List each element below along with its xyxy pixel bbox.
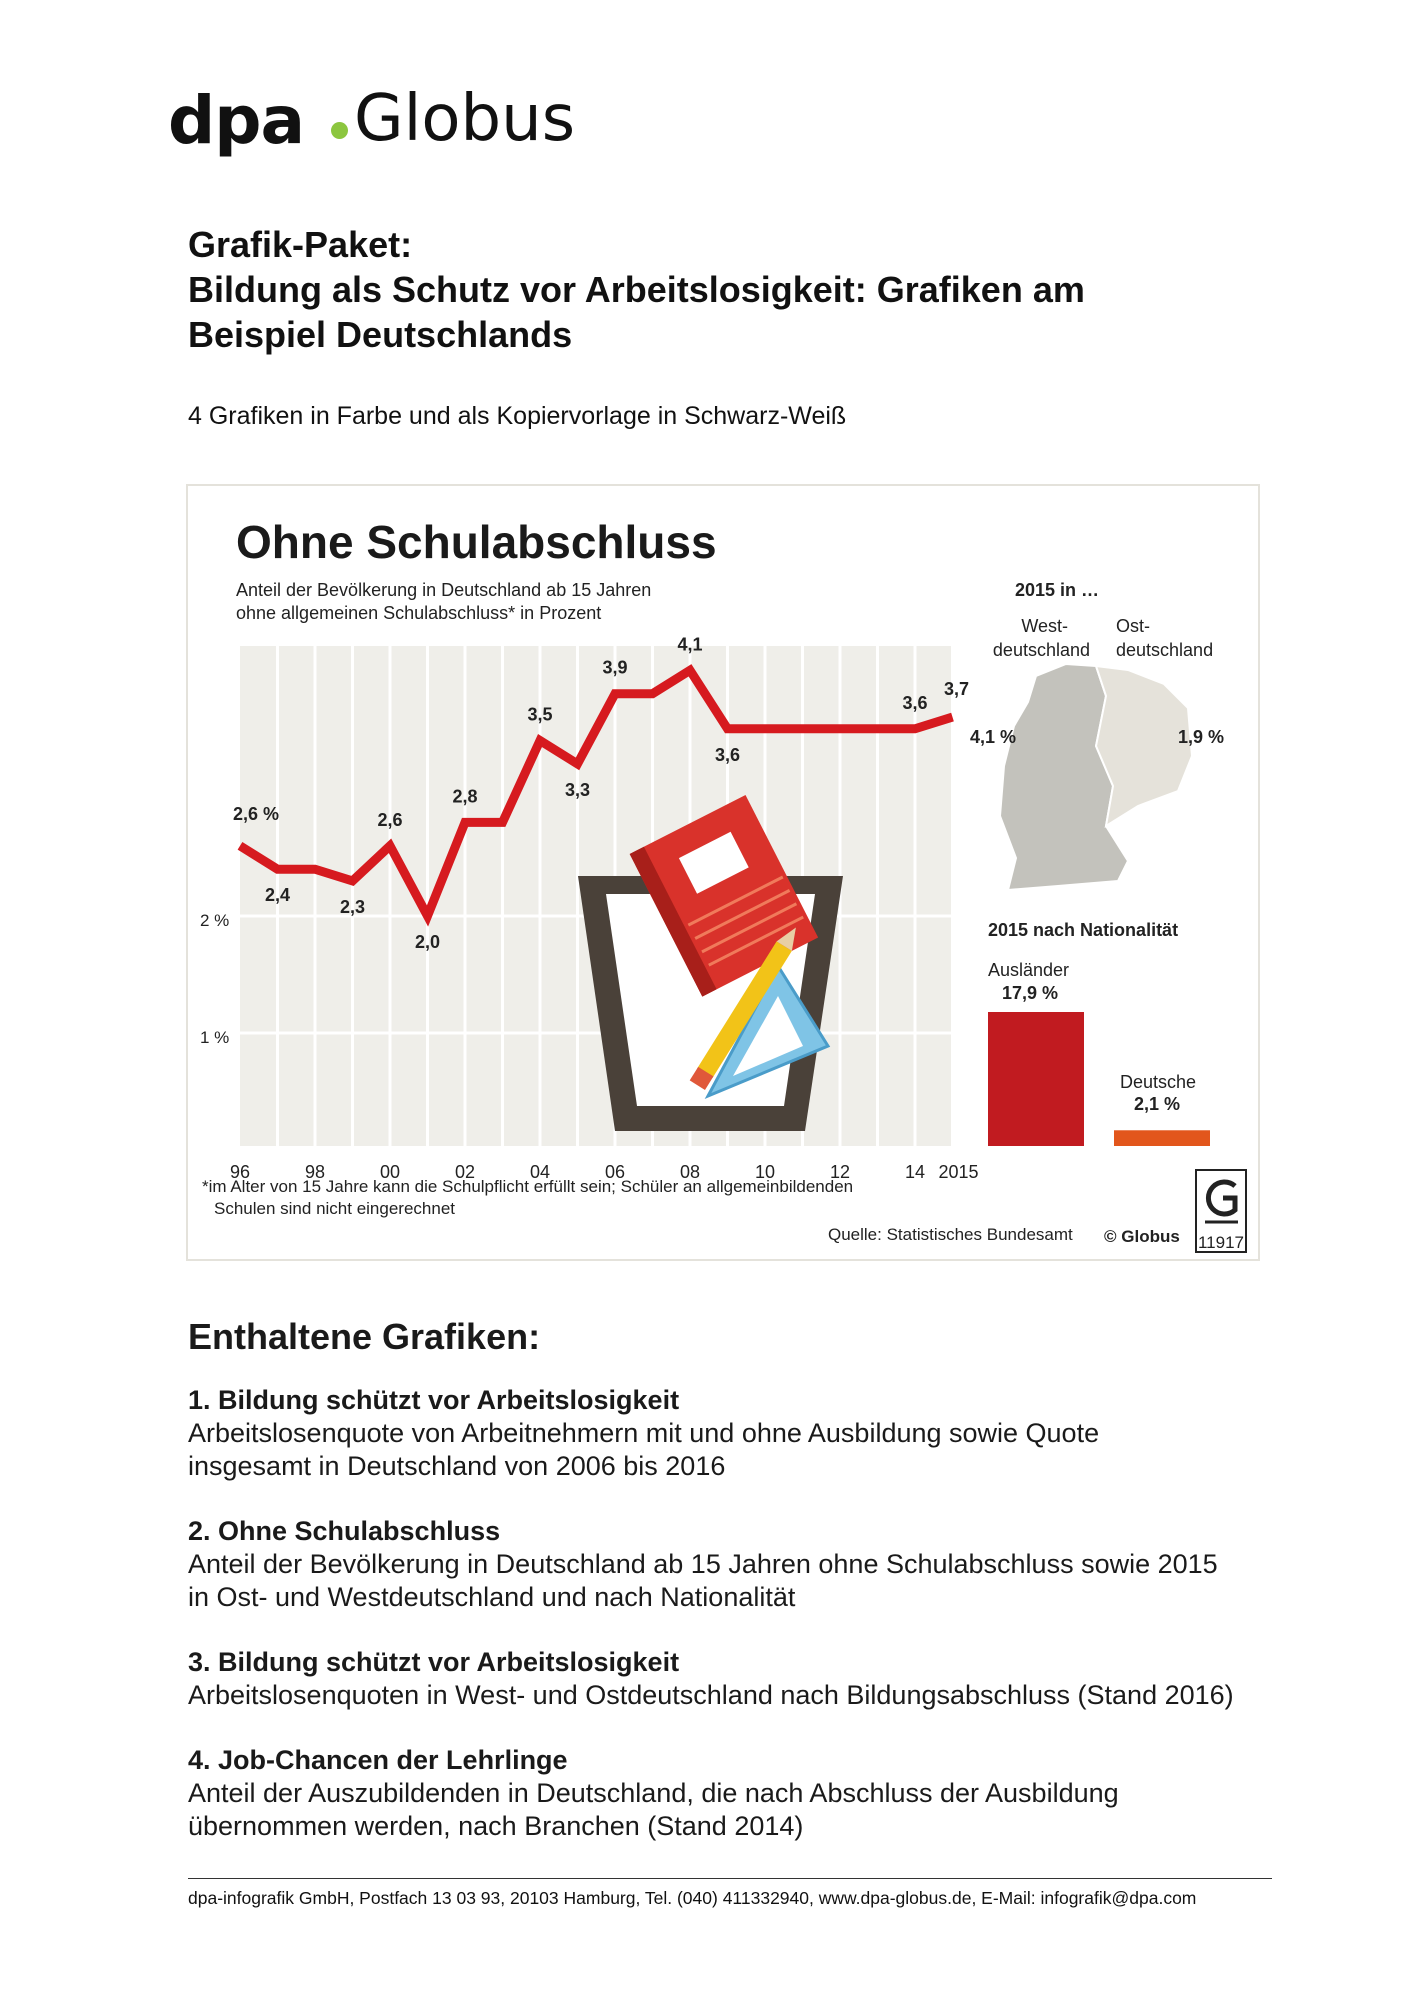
logo-dot — [331, 122, 348, 139]
contents-item-desc: übernommen werden, nach Branchen (Stand 2014) — [188, 1811, 804, 1841]
data-label: 3,6 — [714, 744, 741, 765]
source-note: Quelle: Statistisches Bundesamt — [828, 1225, 1073, 1244]
infographic-ohne-schulabschluss — [186, 484, 1260, 1261]
east-value: 1,9 % — [1178, 727, 1225, 747]
data-label: 2,6 — [377, 809, 403, 830]
east-label-line-2: deutschland — [1116, 640, 1214, 660]
infographic-svg — [188, 486, 1258, 1259]
contents-item-desc: Anteil der Bevölkerung in Deutschland ab 15 Jahren ohne Schulabschluss sowie 2015 — [188, 1549, 1218, 1579]
x-tick-label: 14 — [904, 1162, 926, 1182]
data-label: 2,0 — [414, 932, 441, 952]
contents-item-desc: Arbeitslosenquote von Arbeitnehmern mit und ohne Ausbildung sowie Quote — [188, 1418, 1100, 1448]
x-tick-label: 10 — [754, 1162, 776, 1182]
x-tick-label: 08 — [679, 1162, 701, 1182]
y-tick-label-2pct: 2 % — [200, 911, 230, 930]
graphic-title: Ohne Schulabschluss — [236, 516, 717, 568]
contents-item-2 — [188, 1515, 1328, 1614]
contents-item-3 — [188, 1646, 1328, 1712]
contents-item-title: 4. Job-Chancen der Lehrlinge — [188, 1745, 568, 1775]
data-label: 4,1 — [677, 634, 703, 655]
footnote-line-2: Schulen sind nicht eingerechnet — [214, 1199, 455, 1218]
contents-item-desc: in Ost- und Westdeutschland und nach Nationalität — [188, 1582, 796, 1612]
logo-dpa: dpa — [168, 82, 305, 159]
contents-item-title: 1. Bildung schützt vor Arbeitslosigkeit — [188, 1385, 680, 1415]
region-heading: 2015 in … — [1014, 580, 1100, 600]
contents-heading: Enthaltene Grafiken: — [188, 1316, 541, 1357]
data-label: 3,3 — [564, 779, 591, 800]
x-tick-label: 2015 — [938, 1162, 979, 1182]
data-label: 3,9 — [602, 657, 628, 678]
contents-item-1 — [188, 1384, 1328, 1483]
data-label: 2,4 — [264, 885, 291, 906]
contents-item-desc: Anteil der Auszubildenden in Deutschland, die nach Abschluss der Ausbildung — [188, 1778, 1119, 1808]
graphic-subtitle-line-2: ohne allgemeinen Schulabschluss* in Prozent — [236, 603, 602, 623]
west-label-line-2: deutschland — [992, 640, 1090, 660]
package-title-line-1: Grafik-Paket: — [188, 224, 413, 265]
package-title — [188, 222, 1288, 357]
contents-item-4 — [188, 1744, 1328, 1843]
footnote-line-1: *im Alter von 15 Jahre kann die Schulpflicht erfüllt sein; Schüler an allgemeinbildenden — [202, 1177, 854, 1196]
y-tick-label-1pct: 1 % — [200, 1028, 230, 1047]
package-title-line-2: Bildung als Schutz vor Arbeitslosigkeit: Grafiken am — [188, 269, 1085, 310]
west-value: 4,1 % — [970, 727, 1017, 747]
copyright-globus: © Globus — [1104, 1227, 1180, 1246]
bar-label-deutsche: Deutsche — [1120, 1072, 1197, 1092]
x-tick-label: 12 — [829, 1162, 851, 1182]
logo-globus: Globus — [354, 82, 576, 156]
graphic-number: 11917 — [1197, 1233, 1245, 1252]
nationality-heading: 2015 nach Nationalität — [988, 920, 1179, 940]
data-label: 2,3 — [339, 896, 366, 917]
globus-g-icon — [1196, 1170, 1246, 1252]
east-label-line-1: Ost- — [1116, 616, 1150, 636]
data-label: 3,5 — [527, 704, 553, 725]
bar-label-auslaender: Ausländer — [988, 960, 1070, 980]
contents-item-title: 3. Bildung schützt vor Arbeitslosigkeit — [188, 1647, 680, 1677]
package-subtitle: 4 Grafiken in Farbe und als Kopiervorlage in Schwarz-Weiß — [188, 402, 847, 430]
west-label-line-1: West- — [1021, 616, 1068, 636]
footer-divider — [188, 1878, 1272, 1879]
data-label: 2,8 — [452, 786, 478, 807]
contents-item-desc: insgesamt in Deutschland von 2006 bis 2016 — [188, 1451, 726, 1481]
x-tick-label: 96 — [229, 1162, 251, 1182]
data-label: 3,6 — [902, 692, 928, 713]
x-tick-label: 06 — [604, 1162, 626, 1182]
contents-item-title: 2. Ohne Schulabschluss — [188, 1516, 501, 1546]
x-tick-label: 00 — [379, 1162, 401, 1182]
x-tick-label: 04 — [529, 1162, 551, 1182]
footer-contact: dpa-infografik GmbH, Postfach 13 03 93, 20103 Hamburg, Tel. (040) 411332940, www.dpa-globus.de, E-Mail: infografik@dpa.com — [188, 1888, 1197, 1908]
bar-value-deutsche: 2,1 % — [1134, 1094, 1181, 1114]
package-title-line-3: Beispiel Deutschlands — [188, 314, 573, 355]
bar-auslaender — [988, 1012, 1084, 1146]
graphic-subtitle-line-1: Anteil der Bevölkerung in Deutschland ab 15 Jahren — [236, 580, 652, 600]
contents-item-desc: Arbeitslosenquoten in West- und Ostdeutschland nach Bildungsabschluss (Stand 2016) — [188, 1680, 1234, 1710]
data-label: 2,6 % — [232, 803, 280, 824]
bar-value-auslaender: 17,9 % — [1002, 983, 1059, 1003]
x-tick-label: 02 — [454, 1162, 476, 1182]
bar-deutsche — [1114, 1130, 1210, 1146]
x-tick-label: 98 — [304, 1162, 326, 1182]
data-label: 3,7 — [943, 679, 970, 700]
